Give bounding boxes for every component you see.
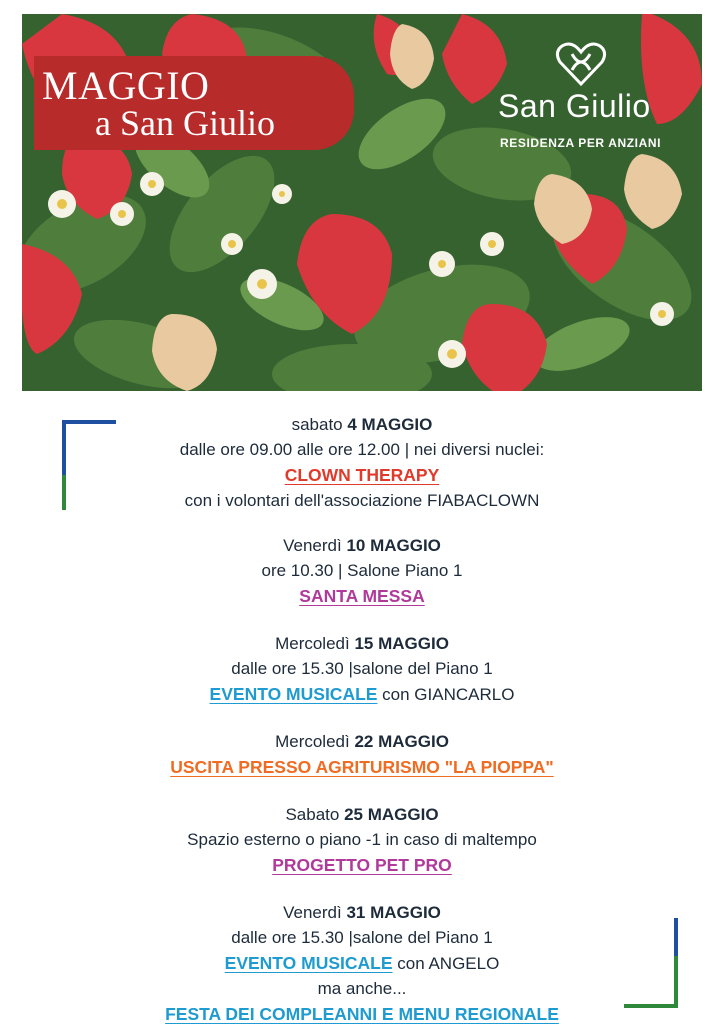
event-item: [0, 533, 724, 609]
event-item: [0, 900, 724, 1027]
event-date-line: [0, 533, 724, 558]
logo-subtitle: RESIDENZA PER ANZIANI: [500, 136, 662, 150]
event-day: Sabato: [285, 805, 340, 824]
san-giulio-logo-icon: [552, 40, 610, 88]
event-title-line: [0, 950, 724, 976]
event-item: [0, 631, 724, 707]
event-title-suffix: con ANGELO: [392, 954, 500, 973]
event-title: EVENTO MUSICALE: [209, 684, 378, 704]
event-date-line: [0, 729, 724, 754]
event-extra: ma anche...: [317, 979, 407, 998]
event-date: 4 MAGGIO: [347, 415, 433, 434]
event-title-suffix: con GIANCARLO: [377, 685, 515, 704]
event-date-line: [0, 900, 724, 925]
event-date: 25 MAGGIO: [344, 805, 439, 824]
page-title-line2: a San Giulio: [95, 103, 275, 143]
event-detail: dalle ore 15.30 |salone del Piano 1: [231, 928, 493, 947]
event-day: sabato: [291, 415, 343, 434]
page-title-line1: MAGGIO: [42, 63, 210, 108]
event-title: EVENTO MUSICALE: [224, 953, 393, 973]
header-banner: [22, 14, 702, 391]
event-item: [0, 729, 724, 780]
event-item: [0, 412, 724, 513]
logo-name: San Giulio: [498, 88, 651, 124]
event-date: 10 MAGGIO: [346, 536, 441, 555]
event-title: SANTA MESSA: [299, 586, 425, 606]
event-day: Mercoledì: [275, 634, 350, 653]
event-detail: ore 10.30 | Salone Piano 1: [261, 561, 463, 580]
event-title: CLOWN THERAPY: [284, 465, 440, 485]
event-date: 15 MAGGIO: [354, 634, 449, 653]
event-title-line: [0, 681, 724, 707]
event-detail: dalle ore 15.30 |salone del Piano 1: [231, 659, 493, 678]
event-item: [0, 802, 724, 878]
event-title: PROGETTO PET PRO: [272, 855, 452, 875]
event-day: Venerdì: [283, 903, 342, 922]
event-day: Mercoledì: [275, 732, 350, 751]
event-title: USCITA PRESSO AGRITURISMO "LA PIOPPA": [170, 757, 554, 777]
events-list: [0, 412, 724, 1027]
event-title-secondary: FESTA DEI COMPLEANNI E MENU REGIONALE: [165, 1004, 559, 1024]
event-day: Venerdì: [283, 536, 342, 555]
event-note: con i volontari dell'associazione FIABACLOWN: [184, 491, 540, 510]
event-detail: dalle ore 09.00 alle ore 12.00 | nei diversi nuclei:: [179, 440, 545, 459]
event-date: 31 MAGGIO: [346, 903, 441, 922]
event-date: 22 MAGGIO: [354, 732, 449, 751]
event-date-line: [0, 412, 724, 437]
event-date-line: [0, 631, 724, 656]
event-detail: Spazio esterno o piano -1 in caso di maltempo: [187, 830, 537, 849]
event-date-line: [0, 802, 724, 827]
